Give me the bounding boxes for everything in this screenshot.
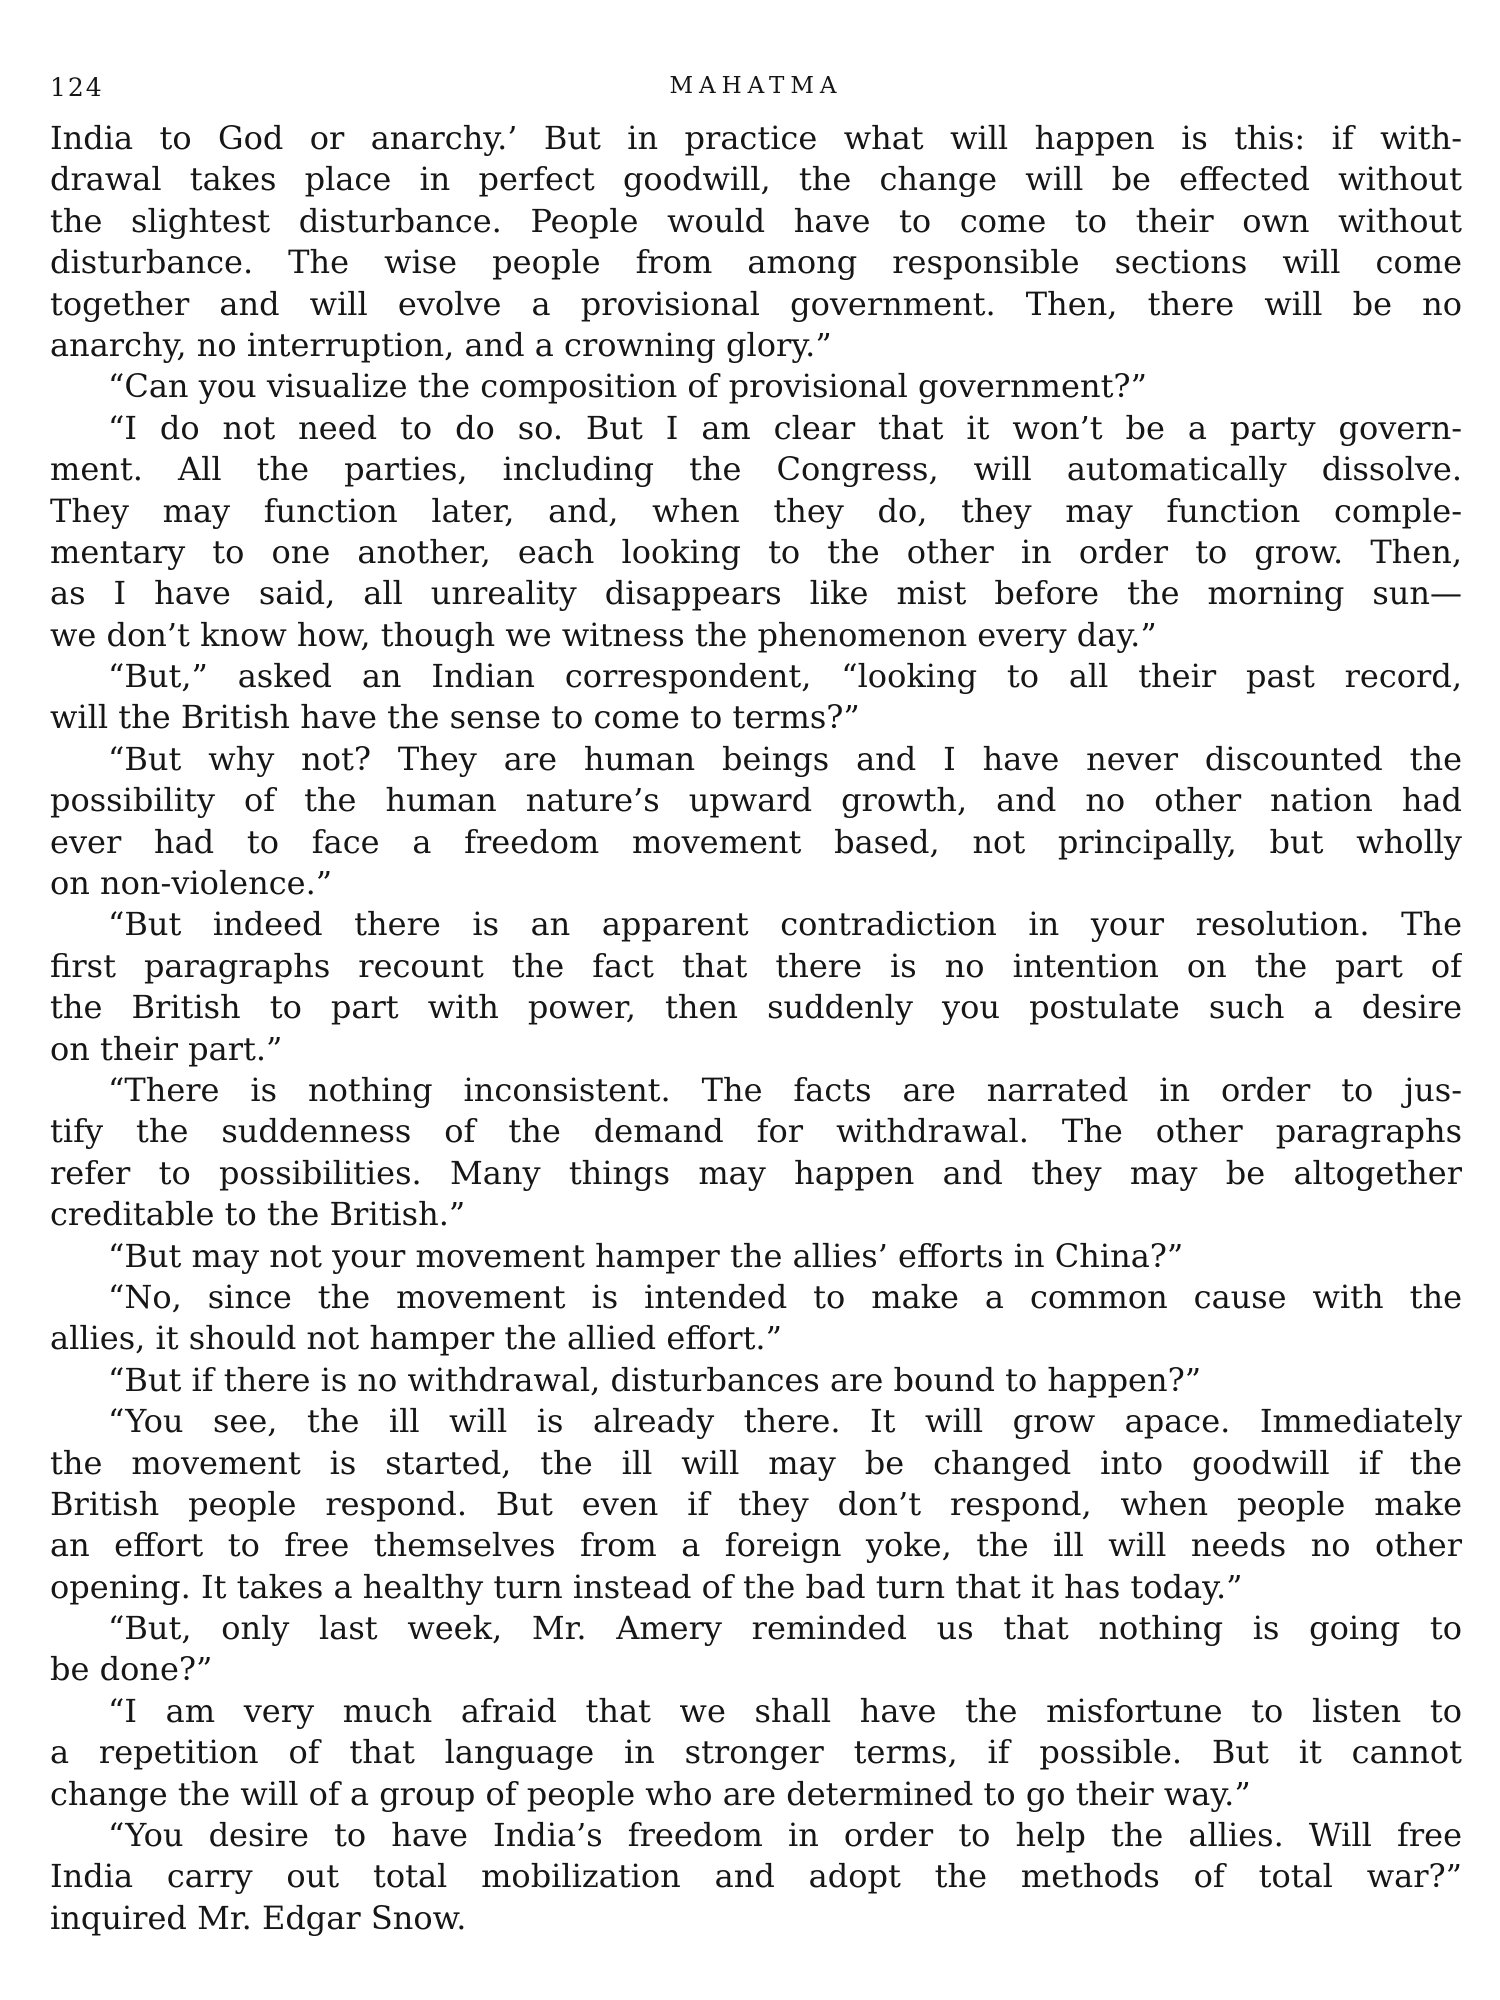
text-line: change the will of a group of people who are determined to go their way.” (50, 1774, 1251, 1813)
text-line: “But may not your movement hamper the allies’ efforts in China?” (108, 1236, 1184, 1275)
text-line: first paragraphs recount the fact that there is no intention on the part of (50, 946, 1462, 985)
text-line: “You desire to have India’s freedom in order to help the allies. Will free (108, 1816, 1462, 1855)
text-line: tify the suddenness of the demand for withdrawal. The other paragraphs (50, 1112, 1462, 1151)
text-line: on their part.” (50, 1029, 283, 1068)
text-line: “There is nothing inconsistent. The facts are narrated in order to jus- (108, 1070, 1462, 1109)
text-line: the movement is started, the ill will may be changed into goodwill if the (50, 1443, 1462, 1482)
text-line: anarchy, no interruption, and a crowning glory.” (50, 325, 832, 364)
text-line: “But,” asked an Indian correspondent, “looking to all their past record, (108, 657, 1462, 696)
text-line: ever had to face a freedom movement based, not principally, but wholly (50, 822, 1462, 861)
text-line: as I have said, all unreality disappears like mist before the morning sun— (50, 574, 1462, 613)
page-body (50, 118, 1462, 1939)
text-line: ment. All the parties, including the Congress, will automatically dissolve. (50, 450, 1462, 489)
text-line: on non-violence.” (50, 864, 333, 903)
text-line: “But, only last week, Mr. Amery reminded us that nothing is going to (108, 1609, 1462, 1648)
text-line: “Can you visualize the composition of provisional government?” (108, 367, 1147, 406)
text-line: inquired Mr. Edgar Snow. (50, 1898, 467, 1937)
text-line: “But if there is no withdrawal, disturbances are bound to happen?” (108, 1360, 1202, 1399)
text-line: India carry out total mobilization and adopt the methods of total war?” (50, 1857, 1462, 1896)
text-line: will the British have the sense to come to terms?” (50, 698, 860, 737)
text-line: British people respond. But even if they don’t respond, when people make (50, 1484, 1462, 1523)
text-line: together and will evolve a provisional government. Then, there will be no (50, 284, 1462, 323)
text-line: “You see, the ill will is already there. It will grow apace. Immediately (108, 1402, 1462, 1441)
text-line: “But indeed there is an apparent contradiction in your resolution. The (108, 905, 1462, 944)
text-line: India to God or anarchy.’ But in practice what will happen is this: if with- (50, 119, 1462, 157)
text-line: They may function later, and, when they do, they may function comple- (50, 491, 1462, 530)
text-line: the British to part with power, then suddenly you postulate such a desire (50, 988, 1462, 1027)
text-line: allies, it should not hamper the allied effort.” (50, 1319, 782, 1358)
text-line: the slightest disturbance. People would have to come to their own without (50, 201, 1462, 240)
running-head: MAHATMA (669, 73, 843, 99)
text-line: creditable to the British.” (50, 1195, 466, 1234)
text-line: opening. It takes a healthy turn instead of the bad turn that it has today.” (50, 1567, 1243, 1606)
text-line: “No, since the movement is intended to make a common cause with the (108, 1277, 1462, 1316)
book-page (50, 0, 1462, 2000)
text-line: we don’t know how, though we witness the phenomenon every day.” (50, 615, 1157, 654)
text-line: be done?” (50, 1650, 213, 1689)
text-line: a repetition of that language in stronger terms, if possible. But it cannot (50, 1733, 1462, 1772)
text-line: “But why not? They are human beings and I have never discounted the (108, 739, 1462, 778)
text-line: drawal takes place in perfect goodwill, the change will be effected without (50, 160, 1462, 199)
text-line: an effort to free themselves from a foreign yoke, the ill will needs no other (50, 1526, 1462, 1565)
text-line: disturbance. The wise people from among responsible sections will come (50, 243, 1462, 282)
text-line: “I am very much afraid that we shall have the misfortune to listen to (108, 1691, 1462, 1730)
text-line: possibility of the human nature’s upward growth, and no other nation had (50, 781, 1462, 820)
text-line: “I do not need to do so. But I am clear that it won’t be a party govern- (108, 408, 1462, 447)
page-number: 124 (50, 73, 104, 102)
text-line: mentary to one another, each looking to the other in order to grow. Then, (50, 532, 1462, 571)
page-header (50, 73, 1462, 113)
text-line: refer to possibilities. Many things may happen and they may be altogether (50, 1153, 1462, 1192)
